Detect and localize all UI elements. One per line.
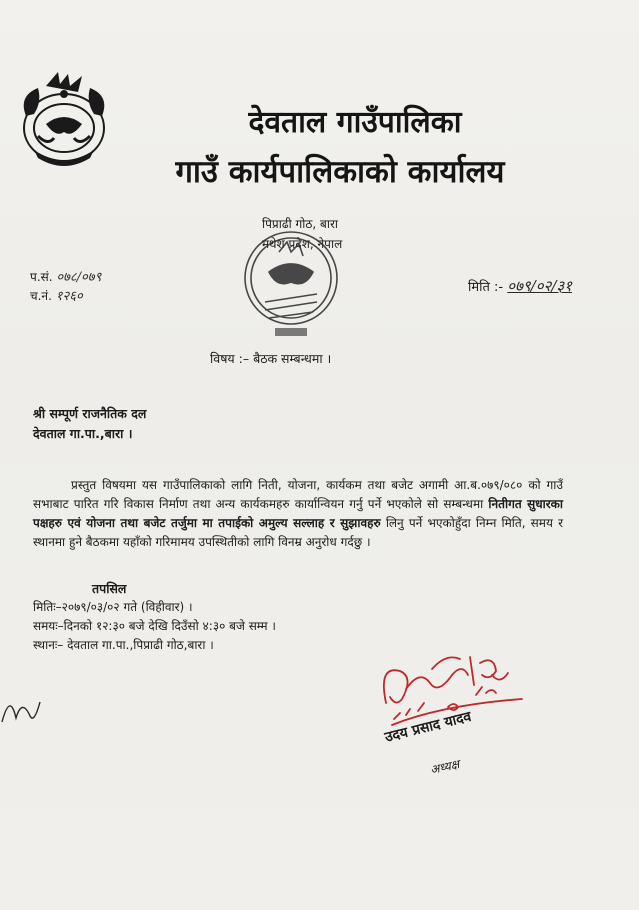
schedule-details xyxy=(33,598,276,655)
schedule-heading: तपसिल xyxy=(92,581,127,596)
meeting-date: मितिः–२०७९/०३/०२ गते (विहीवार) । xyxy=(33,600,193,614)
letter-number-label: प.सं. xyxy=(30,270,53,284)
letter-number-value: ०७८/०७९ xyxy=(56,270,102,285)
nepal-emblem-icon xyxy=(8,66,120,176)
office-title: गाउँ कार्यपालिकाको कार्यालय xyxy=(175,154,505,190)
meeting-place: स्थानः– देवताल गा.पा.,पिप्राढी गोठ,बारा । xyxy=(33,638,214,652)
subject-line: विषय :– बैठक सम्बन्धमा । xyxy=(210,351,332,366)
dispatch-number xyxy=(30,287,101,306)
body-text-2: लिनु पर्ने भएकोहुँदा निम्न मिति, समय र स्थानमा हुने बैठकमा यहाँको गरिमामय उपस्थितीको लागि विनम्र अनुरोध गर्दछु । xyxy=(33,516,563,549)
address-line-1: पिप्राढी गोठ, बारा xyxy=(262,217,338,231)
letter-number xyxy=(30,268,101,287)
recipient-line-2: देवताल गा.पा.,बारा । xyxy=(33,426,133,441)
page-title: देवताल गाउँपालिका xyxy=(248,105,462,140)
body-bold-text: नितीगत सुधारका पक्षहरु एवं योजना तथा बजेट तर्जुमा मा तपाईको अमुल्य सल्लाह र सुझावहरु xyxy=(33,497,563,530)
signatory-title: अध्यक्ष xyxy=(428,757,461,777)
recipient-line-1: श्री सम्पूर्ण राजनैतिक दल xyxy=(33,406,147,421)
signatory-name: उदय प्रसाद यादव xyxy=(383,708,473,746)
dispatch-number-value: १२६० xyxy=(55,289,83,304)
letter-date xyxy=(468,276,572,296)
dispatch-number-label: च.नं. xyxy=(30,289,52,303)
body-text-1: प्रस्तुत विषयमा यस गाउँपालिकाको लागि निती, योजना, कार्यकम तथा बजेट अगामी आ.ब.०७९/०८० को गाउँ सभाबाट पारित गरि विकास निर्माण तथा अन्य कार्यकमहरु कार्यान्वियन गर्नु पर्ने भएकोले सो सम्बन्धमा xyxy=(33,478,563,511)
address-line-2: मधेश प्रदेश, नेपाल xyxy=(262,237,343,251)
letter-body xyxy=(33,476,563,552)
margin-scribble xyxy=(0,688,42,728)
office-stamp-icon xyxy=(235,222,347,344)
reference-block xyxy=(30,268,101,306)
recipient-block xyxy=(33,404,146,444)
date-value: ०७९/०२/३१ xyxy=(507,277,572,295)
date-label: मिति :- xyxy=(468,280,504,295)
meeting-time: समयः–दिनको १२:३० बजे देखि दिउँसो ४:३० बजे सम्म । xyxy=(33,619,276,633)
